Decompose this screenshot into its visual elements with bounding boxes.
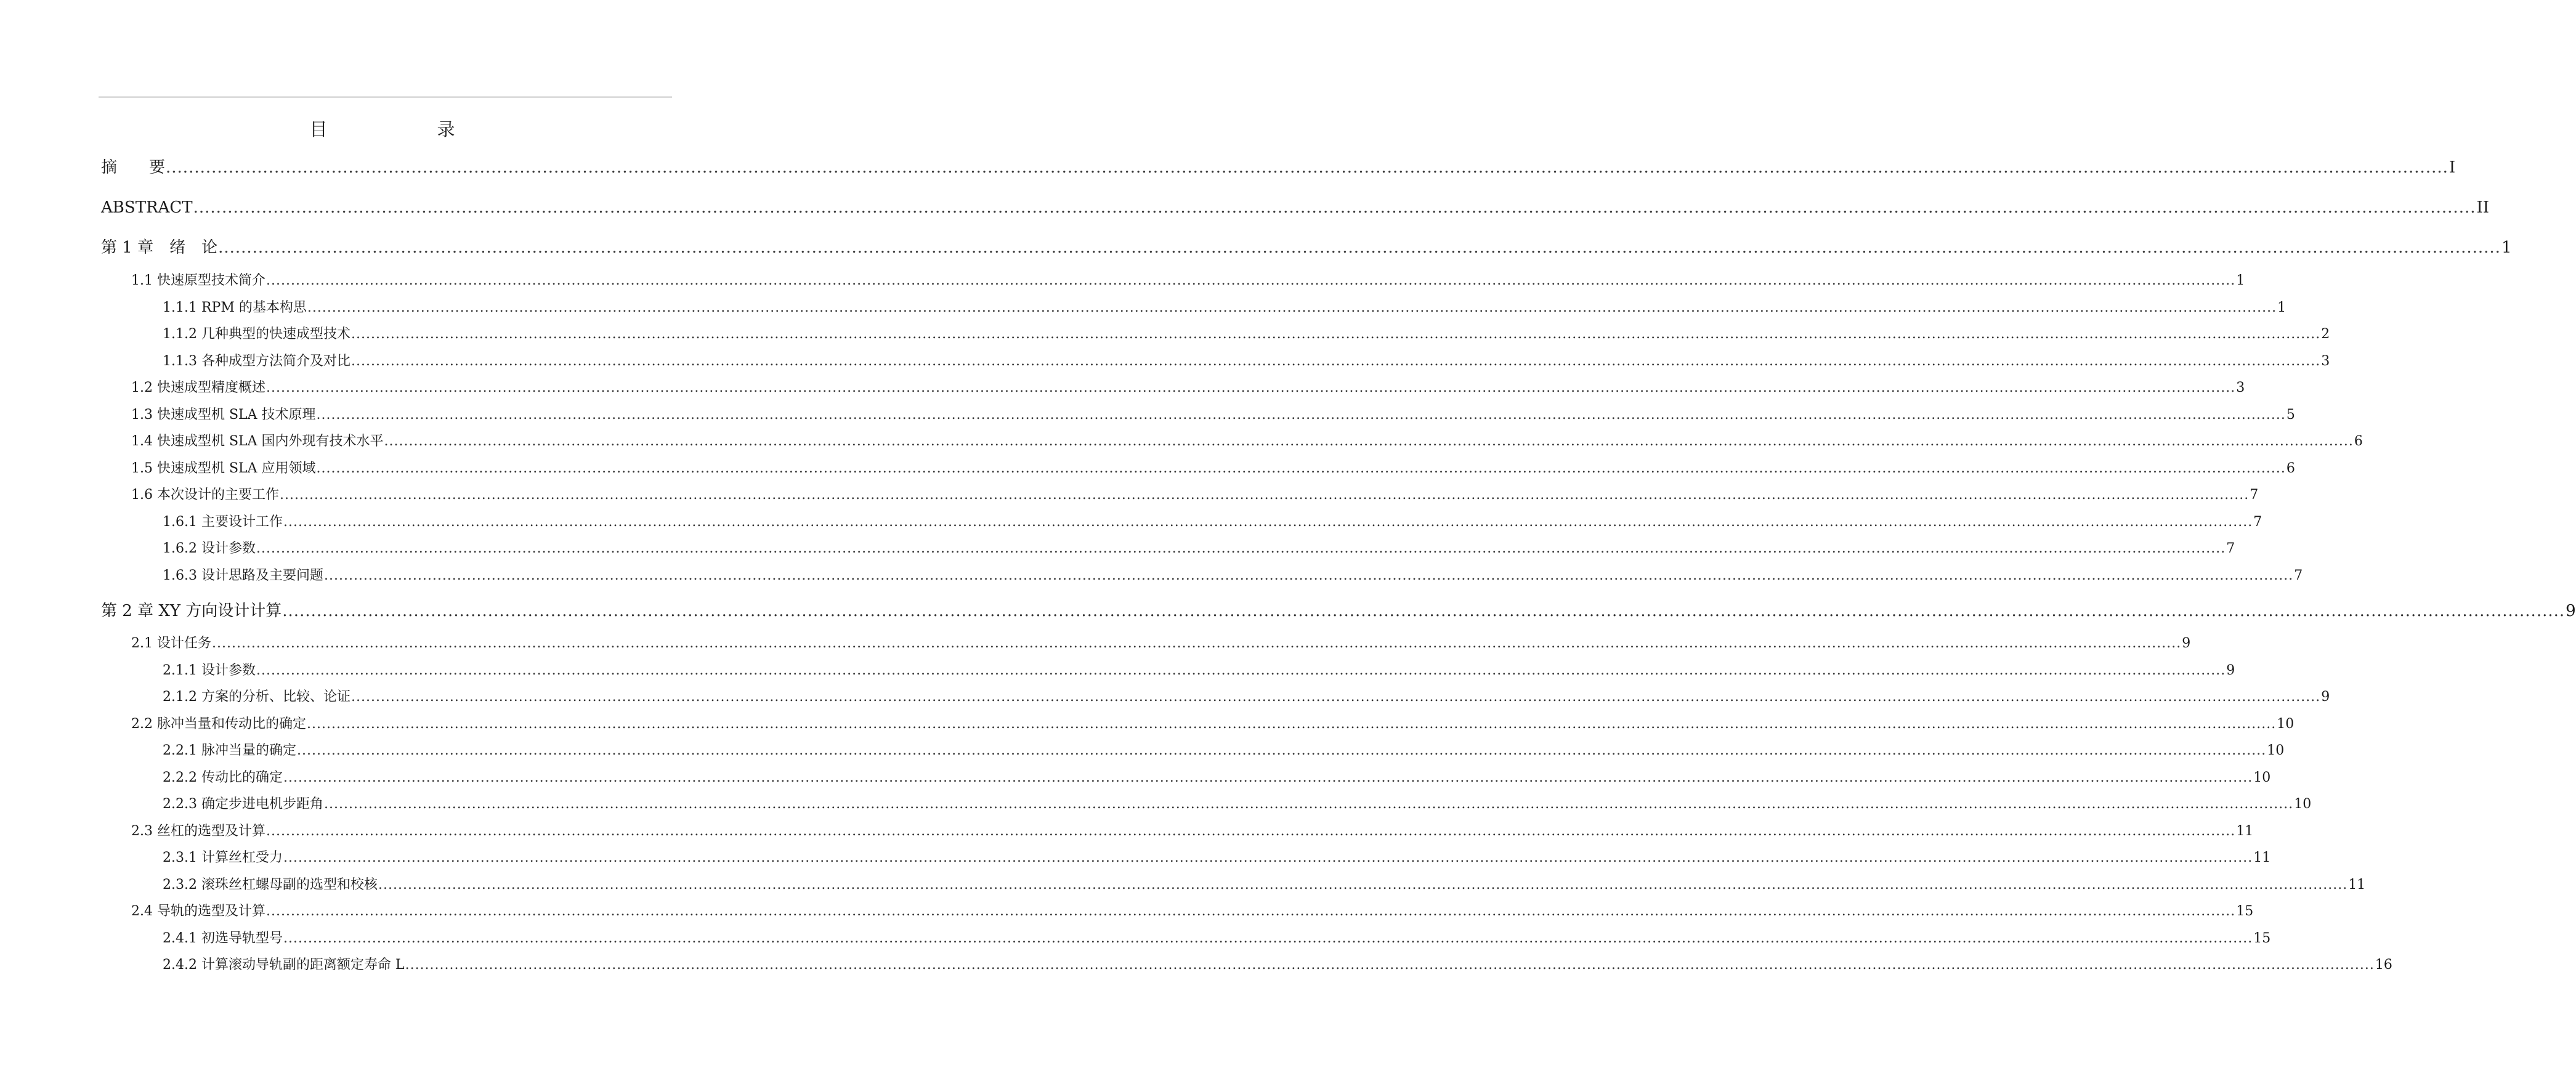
toc-entry-page: 2 (2321, 326, 2330, 342)
toc-entry[interactable] (101, 156, 2456, 179)
toc-entry[interactable] (163, 687, 2330, 707)
toc-entry-label: 1.4 快速成型机 SLA 国内外现有技术水平 (131, 434, 384, 449)
dot-leader: ................................................................................................................................................................................................................................................................................................................................................................................................................ (265, 824, 2236, 839)
toc-entry[interactable] (131, 634, 2191, 654)
toc-entry-page: 9 (2566, 602, 2576, 620)
toc-entry[interactable] (163, 325, 2330, 344)
toc-entry-label: 2.4 导轨的选型及计算 (131, 904, 265, 919)
toc-entry[interactable] (101, 600, 2576, 622)
toc-entry-label: 2.2 脉冲当量和传动比的确定 (131, 716, 306, 732)
toc-entry[interactable] (101, 237, 2512, 259)
toc-entry[interactable] (101, 196, 2490, 219)
toc-entry-page: 9 (2321, 689, 2330, 705)
dot-leader: ................................................................................................................................................................................................................................................................................................................................................................................................................ (323, 568, 2294, 583)
toc-entry-label: 第 2 章 XY 方向设计计算 (101, 602, 282, 620)
toc-entry-page: 3 (2321, 354, 2330, 369)
toc-entry[interactable] (163, 795, 2312, 814)
toc-entry-label: 摘 要 (101, 158, 166, 177)
toc-entry[interactable] (131, 459, 2295, 479)
dot-leader: ................................................................................................................................................................................................................................................................................................................................................................................................................ (265, 380, 2236, 395)
toc-entry-label: 1.3 快速成型机 SLA 技术原理 (131, 407, 316, 423)
dot-leader: ................................................................................................................................................................................................................................................................................................................................................................................................................ (193, 198, 2476, 217)
toc-entry[interactable] (131, 378, 2245, 398)
dot-leader: ................................................................................................................................................................................................................................................................................................................................................................................................................ (296, 743, 2267, 758)
dot-leader: ................................................................................................................................................................................................................................................................................................................................................................................................................ (384, 434, 2354, 449)
toc-entry-page: 1 (2277, 300, 2286, 315)
toc-entry-label: 2.1.1 设计参数 (163, 663, 256, 678)
toc-entry-page: 11 (2348, 877, 2366, 893)
dot-leader: ................................................................................................................................................................................................................................................................................................................................................................................................................ (283, 770, 2253, 785)
toc-entry-page: II (2476, 198, 2490, 217)
toc-entry-page: I (2448, 158, 2456, 177)
toc-entry[interactable] (163, 298, 2286, 318)
toc-entry[interactable] (163, 768, 2271, 788)
toc-entry-label: 2.4.1 初选导轨型号 (163, 931, 283, 946)
toc-entry-page: 10 (2267, 743, 2285, 758)
toc-entry-page: 11 (2236, 824, 2254, 839)
toc-entry-label: 1.6.2 设计参数 (163, 541, 256, 556)
dot-leader: ................................................................................................................................................................................................................................................................................................................................................................................................................ (350, 326, 2321, 342)
dot-leader: ................................................................................................................................................................................................................................................................................................................................................................................................................ (283, 931, 2253, 946)
toc-entry-label: 2.3.2 滚珠丝杠螺母副的选型和校核 (163, 877, 378, 893)
dot-leader: ................................................................................................................................................................................................................................................................................................................................................................................................................ (405, 957, 2375, 973)
toc-entry-page: 9 (2226, 663, 2235, 678)
toc-entry[interactable] (163, 352, 2330, 371)
toc-entry[interactable] (131, 822, 2254, 841)
toc-entry-label: ABSTRACT (101, 198, 193, 217)
dot-leader: ................................................................................................................................................................................................................................................................................................................................................................................................................ (211, 636, 2182, 651)
toc-entry[interactable] (163, 512, 2262, 532)
toc-entry-page: 9 (2182, 636, 2191, 651)
toc-entry-label: 1.2 快速成型精度概述 (131, 380, 265, 395)
dot-leader: ................................................................................................................................................................................................................................................................................................................................................................................................................ (265, 904, 2236, 919)
toc-entry-page: 11 (2253, 850, 2271, 865)
toc-entry-label: 2.2.3 确定步进电机步距角 (163, 796, 323, 812)
toc-entry-page: 7 (2250, 487, 2259, 503)
toc-entry-page: 6 (2354, 434, 2363, 449)
dot-leader: ................................................................................................................................................................................................................................................................................................................................................................................................................ (283, 514, 2253, 530)
toc-entry-page: 7 (2294, 568, 2303, 583)
toc-entry[interactable] (163, 875, 2366, 895)
dot-leader: ................................................................................................................................................................................................................................................................................................................................................................................................................ (378, 877, 2348, 893)
toc-entry-label: 第 1 章 绪 论 (101, 238, 218, 257)
toc-entry[interactable] (131, 715, 2295, 734)
toc-title: 目 录 (309, 119, 480, 140)
toc-entry-page: 10 (2294, 796, 2312, 812)
toc-entry-label: 2.4.2 计算滚动导轨副的距离额定寿命 L (163, 957, 405, 973)
toc-entry-label: 1.1 快速原型技术简介 (131, 273, 265, 288)
dot-leader: ................................................................................................................................................................................................................................................................................................................................................................................................................ (323, 796, 2294, 812)
dot-leader: ................................................................................................................................................................................................................................................................................................................................................................................................................ (350, 354, 2321, 369)
toc-entry-page: 15 (2236, 904, 2254, 919)
toc-entry-label: 1.6.3 设计思路及主要问题 (163, 568, 323, 583)
toc-entry-label: 1.6 本次设计的主要工作 (131, 487, 279, 503)
toc-entry-label: 2.1.2 方案的分析、比较、论证 (163, 689, 350, 705)
toc-entry-page: 1 (2236, 273, 2245, 288)
toc-entry-label: 1.1.1 RPM 的基本构思 (163, 300, 307, 315)
toc-entry-label: 1.1.3 各种成型方法简介及对比 (163, 354, 350, 369)
dot-leader: ................................................................................................................................................................................................................................................................................................................................................................................................................ (166, 158, 2448, 177)
toc-entry-label: 1.6.1 主要设计工作 (163, 514, 283, 530)
dot-leader: ................................................................................................................................................................................................................................................................................................................................................................................................................ (256, 663, 2226, 678)
toc-entry[interactable] (163, 661, 2235, 681)
dot-leader: ................................................................................................................................................................................................................................................................................................................................................................................................................ (283, 850, 2253, 865)
toc-entry-page: 3 (2236, 380, 2245, 395)
toc-entry[interactable] (131, 902, 2254, 921)
dot-leader: ................................................................................................................................................................................................................................................................................................................................................................................................................ (316, 407, 2286, 423)
toc-entry[interactable] (131, 405, 2295, 425)
toc-entry[interactable] (163, 539, 2235, 559)
toc-entry-label: 2.1 设计任务 (131, 636, 211, 651)
toc-entry[interactable] (163, 929, 2271, 949)
dot-leader: ................................................................................................................................................................................................................................................................................................................................................................................................................ (218, 238, 2501, 257)
dot-leader: ................................................................................................................................................................................................................................................................................................................................................................................................................ (306, 716, 2277, 732)
toc-entry-label: 2.3.1 计算丝杠受力 (163, 850, 283, 865)
toc-entry-label: 2.2.1 脉冲当量的确定 (163, 743, 296, 758)
toc-entry-page: 10 (2253, 770, 2271, 785)
dot-leader: ................................................................................................................................................................................................................................................................................................................................................................................................................ (256, 541, 2226, 556)
toc-entry-page: 5 (2286, 407, 2295, 423)
toc-entry[interactable] (163, 741, 2285, 761)
toc-entry[interactable] (163, 955, 2392, 975)
toc-entry[interactable] (163, 566, 2303, 586)
toc-entry-page: 10 (2277, 716, 2295, 732)
toc-entry-page: 7 (2253, 514, 2262, 530)
toc-entry-label: 1.1.2 几种典型的快速成型技术 (163, 326, 350, 342)
toc-entry[interactable] (163, 848, 2271, 868)
dot-leader: ................................................................................................................................................................................................................................................................................................................................................................................................................ (307, 300, 2277, 315)
dot-leader: ................................................................................................................................................................................................................................................................................................................................................................................................................ (265, 273, 2236, 288)
toc-entry-page: 16 (2375, 957, 2392, 973)
dot-leader: ................................................................................................................................................................................................................................................................................................................................................................................................................ (316, 461, 2286, 476)
dot-leader: ................................................................................................................................................................................................................................................................................................................................................................................................................ (282, 602, 2566, 620)
toc-entry-page: 6 (2286, 461, 2295, 476)
toc-entry-page: 7 (2226, 541, 2235, 556)
toc-entry-page: 1 (2501, 238, 2512, 257)
toc-entry-page: 15 (2253, 931, 2271, 946)
toc-entry-label: 2.3 丝杠的选型及计算 (131, 824, 265, 839)
toc-entry[interactable] (131, 432, 2363, 451)
toc-entry-label: 2.2.2 传动比的确定 (163, 770, 283, 785)
dot-leader: ................................................................................................................................................................................................................................................................................................................................................................................................................ (279, 487, 2250, 503)
toc-entry[interactable] (131, 485, 2259, 505)
toc-entry-label: 1.5 快速成型机 SLA 应用领域 (131, 461, 316, 476)
toc-entry[interactable] (131, 271, 2245, 291)
dot-leader: ................................................................................................................................................................................................................................................................................................................................................................................................................ (350, 689, 2321, 705)
